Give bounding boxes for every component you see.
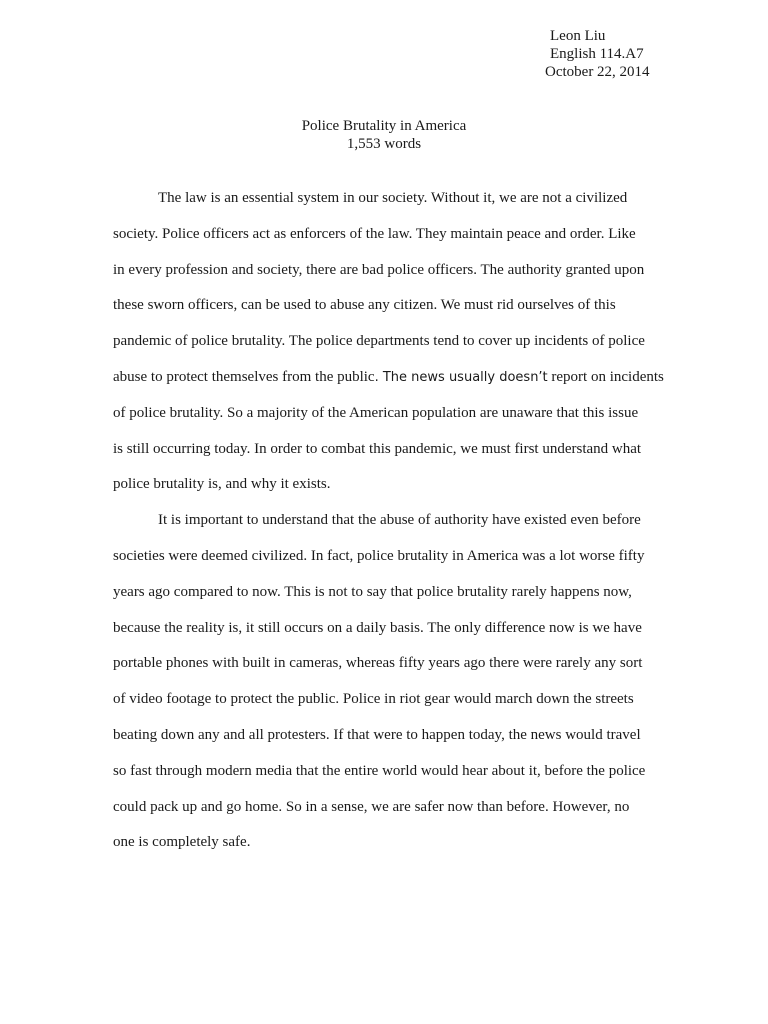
paragraph-line: police brutality is, and why it exists. (113, 476, 331, 493)
paragraph-line: in every profession and society, there are bad police officers. The authority granted upon (113, 261, 645, 278)
paragraph-1 (113, 181, 664, 503)
paragraph-line: could pack up and go home. So in a sense, we are safer now than before. However, no (113, 798, 630, 815)
paragraph-line: of police brutality. So a majority of the American population are unaware that this issue (113, 404, 639, 421)
course-code: English 114.A7 (550, 46, 644, 62)
paragraph-line-mixed-font (113, 360, 664, 396)
paragraph-line: because the reality is, it still occurs on a daily basis. The only difference now is we have (113, 619, 642, 636)
paragraph-line: of video footage to protect the public. Police in riot gear would march down the streets (113, 691, 634, 708)
paragraph-line: pandemic of police brutality. The police departments tend to cover up incidents of police (113, 333, 645, 350)
paragraph-line: is still occurring today. In order to combat this pandemic, we must first understand what (113, 440, 642, 457)
paragraph-line: It is important to understand that the abuse of authority have existed even before (158, 512, 641, 529)
paragraph-line: society. Police officers act as enforcers of the law. They maintain peace and order. Like (113, 225, 636, 242)
paragraph-line: years ago compared to now. This is not to say that police brutality rarely happens now, (113, 583, 632, 600)
paragraph-line: these sworn officers, can be used to abuse any citizen. We must rid ourselves of this (113, 297, 616, 314)
paragraph-line: portable phones with built in cameras, whereas fifty years ago there were rarely any sort (113, 655, 643, 672)
essay-title: Police Brutality in America (301, 118, 467, 134)
title-block (0, 117, 768, 153)
word-count: 1,553 words (346, 136, 422, 152)
paragraph-line: one is completely safe. (113, 834, 251, 851)
paragraph-line-sans-part: . The news usually doesn’t (374, 369, 548, 385)
essay-body (113, 181, 664, 861)
paragraph-line: The law is an essential system in our society. Without it, we are not a civilized (158, 190, 628, 206)
essay-date: October 22, 2014 (545, 64, 650, 80)
paragraph-line-part: abuse to protect themselves from the public (113, 368, 375, 385)
paragraph-line: societies were deemed civilized. In fact, police brutality in America was a lot worse fifty (113, 547, 645, 564)
paragraph-2 (113, 503, 655, 861)
paragraph-line-tail: report on incidents (547, 368, 664, 385)
author-name: Leon Liu (550, 28, 606, 44)
author-header (530, 27, 730, 81)
paragraph-line: beating down any and all protesters. If that were to happen today, the news would travel (113, 726, 641, 743)
paragraph-line: so fast through modern media that the entire world would hear about it, before the police (113, 762, 646, 779)
